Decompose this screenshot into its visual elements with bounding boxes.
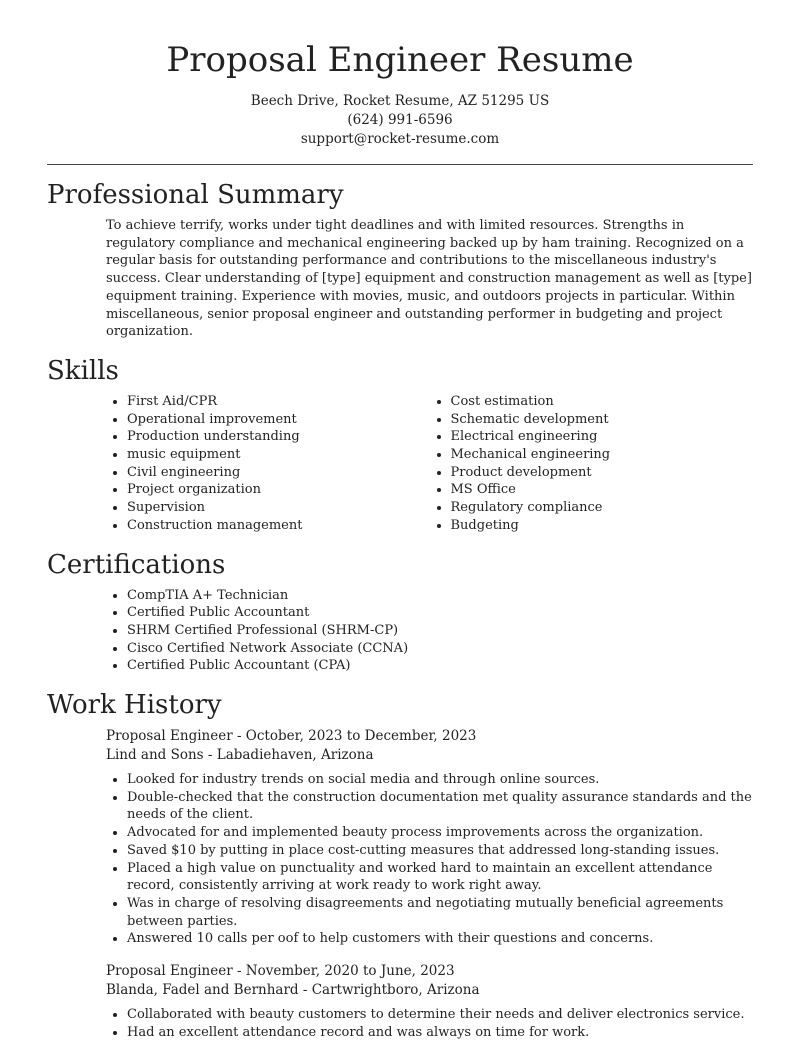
certification-item: • Cisco Certified Network Associate (CCNA) [127,640,753,658]
skill-item: • Schematic development [451,411,754,429]
job-bullets [106,1006,753,1041]
skills-list-right [430,393,754,535]
job-entry [106,727,753,948]
skill-item: • Mechanical engineering [451,446,754,464]
skills-heading: Skills [47,355,119,386]
certifications-list [106,587,753,676]
contact-address: Beech Drive, Rocket Resume, AZ 51295 US [250,93,550,109]
summary-text: To achieve terrify, works under tight deadlines and with limited resources. Strengths in regulatory compliance and mechanical engineering backed up by ham training. Recognized on a regular basis for outstanding performance and contributions to the miscellaneous industry's success. Clear understanding of [type] equipment and construction management as well as [type] equipment training. Experience with movies, music, and outdoors projects in particular. Within miscellaneous, senior proposal engineer and outstanding performer in budgeting and project organization. [106,218,752,340]
skill-item: • MS Office [451,481,754,499]
skill-item: • Operational improvement [127,411,430,429]
skill-item: • Cost estimation [451,393,754,411]
job-bullet: • Answered 10 calls per oof to help customers with their questions and concerns. [127,930,753,948]
job-bullets [106,771,753,948]
certifications-section [47,549,753,676]
skills-section [47,355,753,535]
contact-email: support@rocket-resume.com [300,131,500,147]
page-title: Proposal Engineer Resume [166,40,634,80]
certifications-heading: Certifications [47,549,226,580]
header-divider [47,164,753,165]
skill-item: • music equipment [127,446,430,464]
job-bullet: • Looked for industry trends on social media and through online sources. [127,771,753,789]
skill-item: • First Aid/CPR [127,393,430,411]
skill-item: • Supervision [127,499,430,517]
job-title-line: Proposal Engineer - November, 2020 to June, 2023 [106,963,455,980]
skill-item: • Production understanding [127,428,430,446]
skill-item: • Budgeting [451,517,754,535]
summary-heading: Professional Summary [47,180,344,210]
contact-phone: (624) 991-6596 [347,112,453,128]
skill-item: • Project organization [127,481,430,499]
resume-header [47,0,753,149]
job-title-line: Proposal Engineer - October, 2023 to December, 2023 [106,728,477,745]
certification-item: • SHRM Certified Professional (SHRM-CP) [127,622,753,640]
job-bullet: • Double-checked that the construction documentation met quality assurance standards and the needs of the client. [127,789,753,824]
certification-item: • CompTIA A+ Technician [127,587,753,605]
certification-item: • Certified Public Accountant [127,604,753,622]
job-bullet: • Saved $10 by putting in place cost-cutting measures that addressed long-standing issues. [127,842,753,860]
job-bullet: • Had an excellent attendance record and was always on time for work. [127,1024,753,1042]
skill-item: • Civil engineering [127,464,430,482]
work-history-heading: Work History [47,690,222,721]
job-entry [106,962,753,1041]
certification-item: • Certified Public Accountant (CPA) [127,657,753,675]
summary-section [47,179,753,341]
skill-item: • Product development [451,464,754,482]
job-bullet: • Placed a high value on punctuality and worked hard to maintain an excellent attendance record, consistently arriving at work ready to work right away. [127,860,753,895]
skill-item: • Regulatory compliance [451,499,754,517]
skills-list-left [106,393,430,535]
work-history-section [47,689,753,1041]
job-company-line: Blanda, Fadel and Bernhard - Cartwrightboro, Arizona [106,982,480,999]
job-bullet: • Collaborated with beauty customers to determine their needs and deliver electronics service. [127,1006,753,1024]
skill-item: • Construction management [127,517,430,535]
job-bullet: • Advocated for and implemented beauty process improvements across the organization. [127,824,753,842]
job-bullet: • Was in charge of resolving disagreements and negotiating mutually beneficial agreements between parties. [127,895,753,930]
skill-item: • Electrical engineering [451,428,754,446]
job-company-line: Lind and Sons - Labadiehaven, Arizona [106,747,374,764]
